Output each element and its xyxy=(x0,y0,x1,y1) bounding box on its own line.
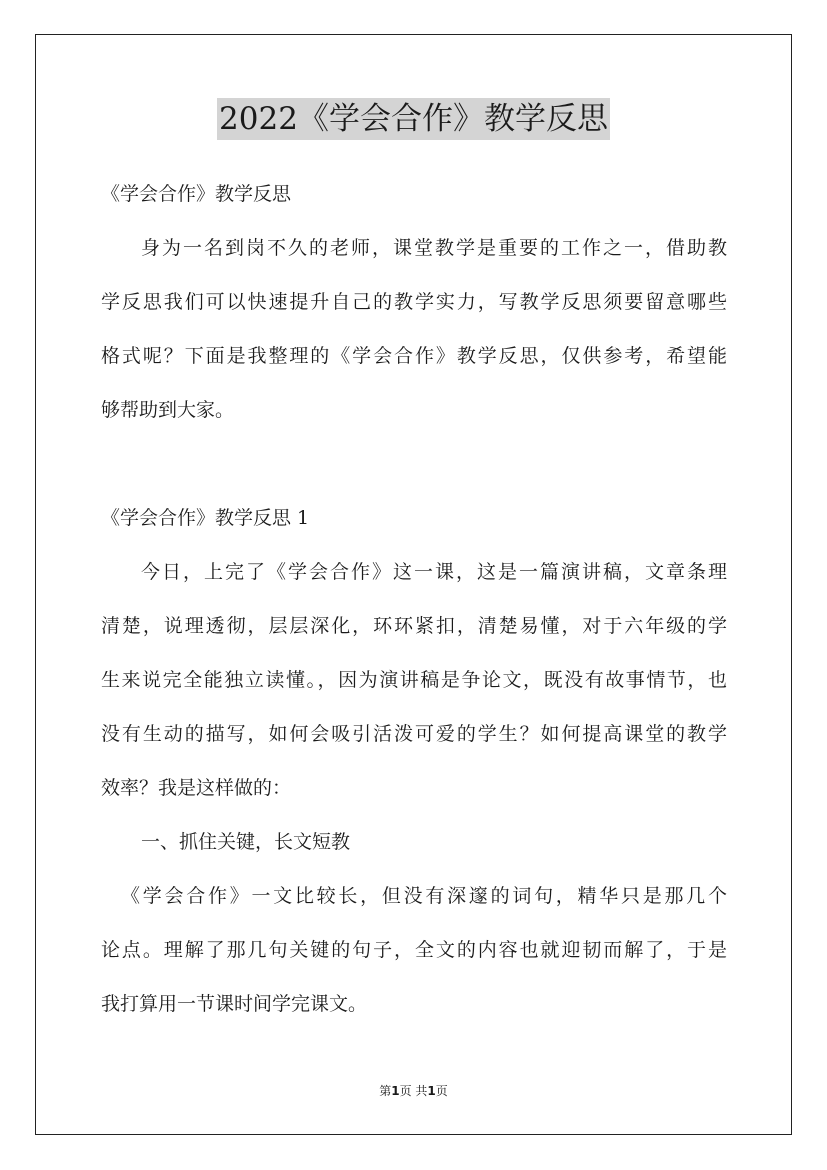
footer-total-pages: 1 xyxy=(427,1084,436,1098)
intro-line: 够帮助到大家。 xyxy=(101,399,235,421)
para1-line: 生来说完全能独立读懂。，因为演讲稿是争论文，既没有故事情节，也 xyxy=(101,669,727,691)
intro-line: 格式呢？下面是我整理的《学会合作》教学反思，仅供参考，希望能 xyxy=(101,345,727,367)
heading-2: 《学会合作》教学反思 1 xyxy=(101,507,310,529)
para2-line: 我打算用一节课时间学完课文。 xyxy=(101,993,368,1015)
para2-line: 论点。理解了那几句关键的句子，全文的内容也就迎韧而解了，于是 xyxy=(101,939,727,961)
document-title-text: 2022《学会合作》教学反思 xyxy=(217,98,610,140)
footer-mid: 页 共 xyxy=(399,1084,428,1098)
para1-line: 清楚，说理透彻，层层深化，环环紧扣，清楚易懂，对于六年级的学 xyxy=(101,615,727,637)
heading-1: 《学会合作》教学反思 xyxy=(101,183,292,205)
para1-line: 效率？我是这样做的： xyxy=(101,777,292,799)
para2-line: 《学会合作》一文比较长，但没有深邃的词句，精华只是那几个 xyxy=(121,885,727,907)
para1-line: 今日，上完了《学会合作》这一课，这是一篇演讲稿，文章条理 xyxy=(141,561,727,583)
footer-suffix: 页 xyxy=(435,1084,448,1098)
section-heading-1: 一、抓住关键，长文短教 xyxy=(141,831,351,853)
page-footer xyxy=(0,1083,827,1099)
intro-line: 身为一名到岗不久的老师，课堂教学是重要的工作之一，借助教 xyxy=(141,237,727,259)
document-title xyxy=(0,98,827,140)
blank-line xyxy=(101,442,727,496)
footer-page-number: 1 xyxy=(391,1084,400,1098)
intro-line: 学反思我们可以快速提升自己的教学实力，写教学反思须要留意哪些 xyxy=(101,291,727,313)
document-body xyxy=(101,172,727,1036)
para1-line: 没有生动的描写，如何会吸引活泼可爱的学生？如何提高课堂的教学 xyxy=(101,723,727,745)
footer-prefix: 第 xyxy=(379,1084,392,1098)
